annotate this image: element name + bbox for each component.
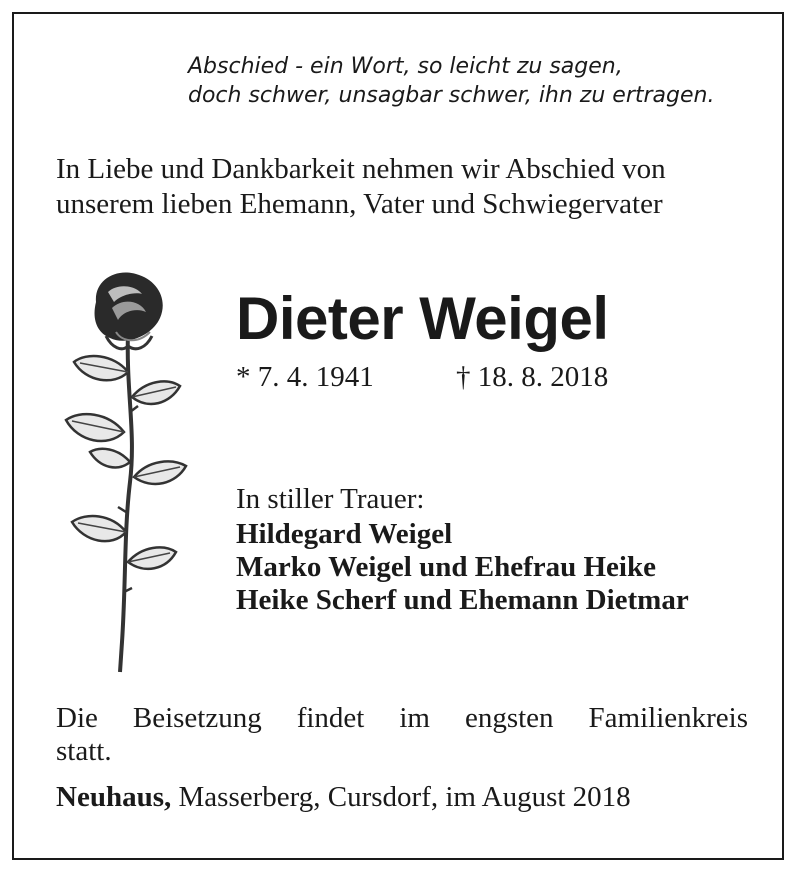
intro-line-2: unserem lieben Ehemann, Vater und Schwiegervater (56, 188, 663, 220)
poem-line-2: doch schwer, unsagbar schwer, ihn zu ertragen. (188, 83, 715, 108)
life-dates (236, 360, 756, 394)
obituary-frame (12, 12, 784, 860)
death-date: † 18. 8. 2018 (456, 361, 609, 393)
place-town: Neuhaus, (56, 781, 172, 813)
mourning-label: In stiller Trauer: (236, 483, 425, 515)
burial-line-1: Die Beisetzung findet im engsten Familienkreis (56, 702, 748, 734)
burial-line-2: statt. (56, 735, 112, 767)
place-and-date (56, 780, 631, 814)
mourners-list (236, 518, 689, 617)
place-rest: Masserberg, Cursdorf, im August 2018 (171, 781, 631, 813)
rose-icon (56, 262, 196, 682)
burial-notice (56, 702, 748, 768)
intro-text (56, 152, 756, 222)
birth-date: * 7. 4. 1941 (236, 361, 374, 393)
mourner-name: Heike Scherf und Ehemann Dietmar (236, 584, 689, 616)
mourner-name: Hildegard Weigel (236, 518, 453, 550)
intro-line-1: In Liebe und Dankbarkeit nehmen wir Abschied von (56, 153, 666, 185)
deceased-name: Dieter Weigel (236, 285, 609, 352)
poem-line-1: Abschied - ein Wort, so leicht zu sagen, (188, 54, 623, 79)
farewell-poem (188, 52, 768, 110)
mourner-name: Marko Weigel und Ehefrau Heike (236, 551, 656, 583)
